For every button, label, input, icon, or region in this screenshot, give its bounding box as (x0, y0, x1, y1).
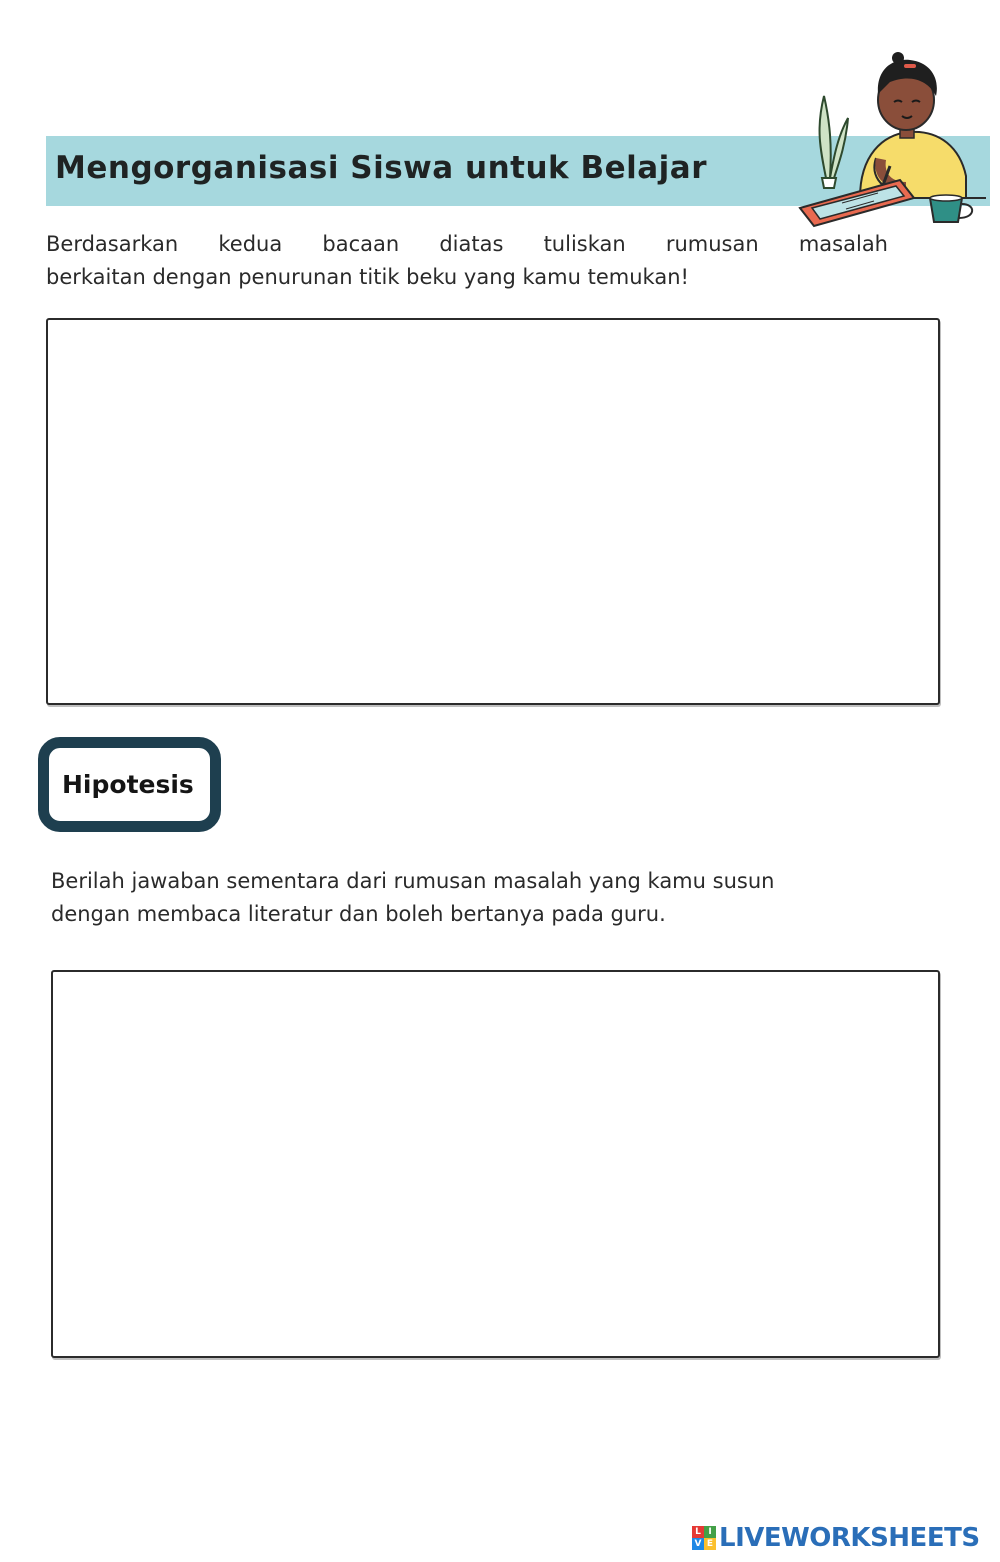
page-title: Mengorganisasi Siswa untuk Belajar (55, 150, 707, 186)
instruction-word: diatas (439, 232, 504, 256)
instruction-word: kedua (218, 232, 283, 256)
student-writing-icon (790, 38, 990, 238)
logo-mark-letter: I (704, 1526, 716, 1538)
hypothesis-badge (38, 737, 221, 832)
problem-instruction-line2: berkaitan dengan penurunan titik beku yang kamu temukan! (46, 265, 689, 289)
problem-instruction-line1 (46, 228, 888, 261)
problem-answer-field[interactable] (48, 320, 938, 703)
hypothesis-answer-box[interactable] (51, 970, 940, 1358)
liveworksheets-logo[interactable] (692, 1522, 980, 1554)
logo-text: LIVEWORKSHEETS (719, 1523, 980, 1553)
hypothesis-instruction-line2: dengan membaca literatur dan boleh bertanya pada guru. (51, 902, 666, 926)
instruction-word: rumusan (665, 232, 759, 256)
hypothesis-answer-field[interactable] (53, 972, 938, 1356)
hypothesis-instruction-line1: Berilah jawaban sementara dari rumusan masalah yang kamu susun (51, 869, 775, 893)
hypothesis-heading: Hipotesis (62, 770, 194, 799)
logo-mark-letter: E (704, 1538, 716, 1550)
instruction-word: tuliskan (543, 232, 626, 256)
problem-instruction (46, 228, 888, 294)
problem-answer-box[interactable] (46, 318, 940, 705)
logo-mark-letter: V (692, 1538, 704, 1550)
instruction-word: bacaan (322, 232, 400, 256)
instruction-word: Berdasarkan (46, 232, 179, 256)
hypothesis-instruction (51, 865, 931, 931)
instruction-word: masalah (798, 232, 888, 256)
liveworksheets-logo-icon (692, 1526, 716, 1550)
logo-mark-letter: L (692, 1526, 704, 1538)
